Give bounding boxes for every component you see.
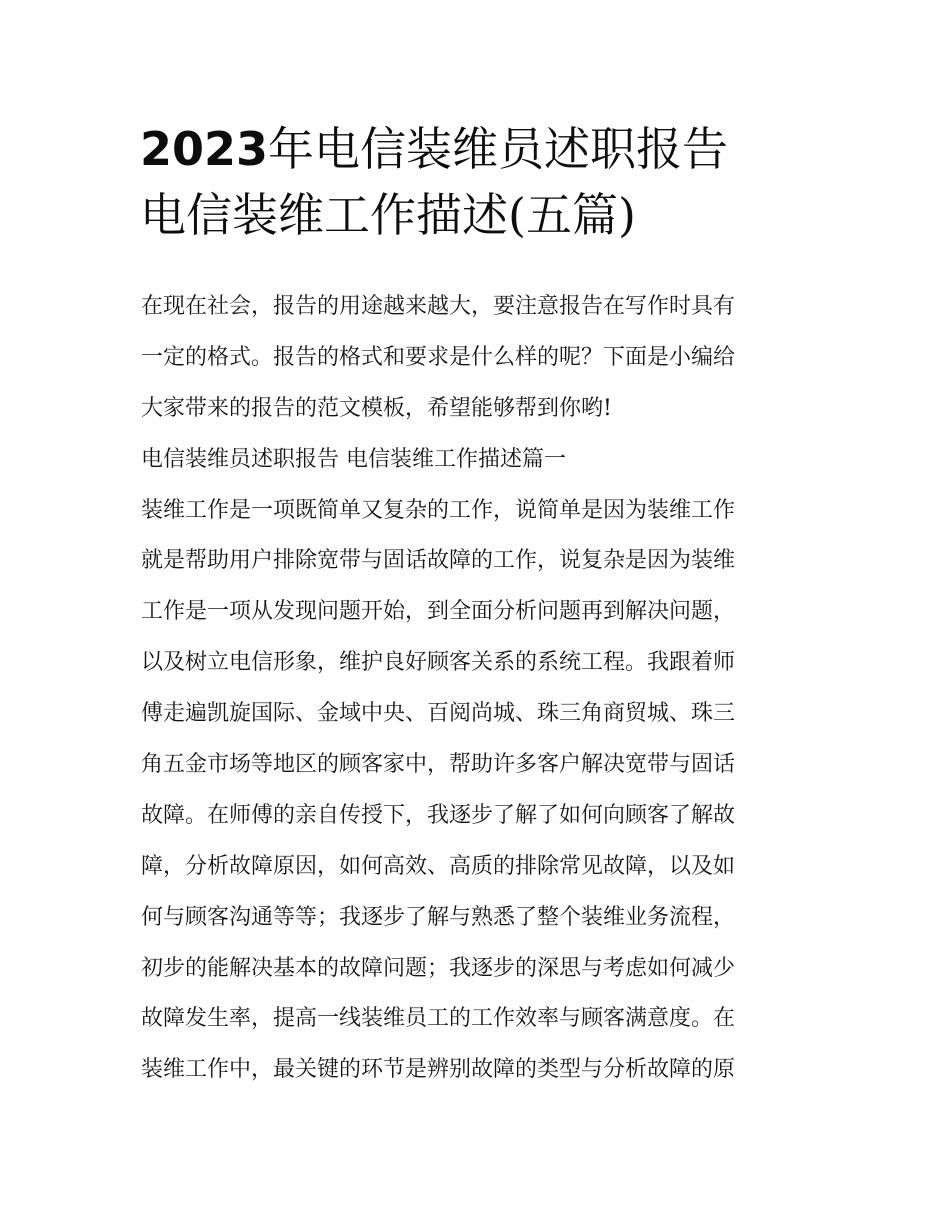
intro-paragraph-line: 大家带来的报告的范文模板，希望能够帮到你哟! — [141, 395, 612, 421]
body-paragraph-line: 傅走遍凯旋国际、金域中央、百阅尚城、珠三角商贸城、珠三 — [141, 701, 736, 727]
body-paragraph-line: 装维工作中，最关键的环节是辨别故障的类型与分析故障的原 — [141, 1057, 736, 1083]
intro-paragraph-line: 一定的格式。报告的格式和要求是什么样的呢？下面是小编给 — [141, 344, 736, 370]
title-year: 2023 — [140, 122, 269, 176]
body-paragraph-line: 就是帮助用户排除宽带与固话故障的工作，说复杂是因为装维 — [141, 548, 736, 574]
body-paragraph-line: 故障发生率，提高一线装维员工的工作效率与顾客满意度。在 — [141, 1006, 736, 1032]
section-heading: 电信装维员述职报告 电信装维工作描述篇一 — [141, 446, 566, 472]
body-paragraph-line: 角五金市场等地区的顾客家中，帮助许多客户解决宽带与固话 — [141, 752, 736, 778]
body-paragraph-line: 故障。在师傅的亲自传授下，我逐步了解了如何向顾客了解故 — [141, 802, 736, 828]
body-paragraph-line: 障，分析故障原因，如何高效、高质的排除常见故障，以及如 — [141, 853, 736, 879]
title-line-2: 电信装维工作描述(五篇) — [140, 188, 636, 242]
body-paragraph-line: 装维工作是一项既简单又复杂的工作，说简单是因为装维工作 — [141, 497, 736, 523]
document-body — [141, 282, 811, 1096]
document-title — [140, 116, 820, 248]
body-paragraph-line: 初步的能解决基本的故障问题；我逐步的深思与考虑如何减少 — [141, 955, 736, 981]
body-paragraph-line: 工作是一项从发现问题开始，到全面分析问题再到解决问题， — [141, 599, 736, 625]
title-line-1-text: 年电信装维员述职报告 — [268, 122, 729, 176]
intro-paragraph-line: 在现在社会，报告的用途越来越大，要注意报告在写作时具有 — [141, 294, 736, 319]
body-paragraph-line: 何与顾客沟通等等；我逐步了解与熟悉了整个装维业务流程， — [141, 904, 736, 930]
body-paragraph-line: 以及树立电信形象，维护良好顾客关系的系统工程。我跟着师 — [141, 650, 736, 676]
title-line-1 — [140, 116, 820, 182]
